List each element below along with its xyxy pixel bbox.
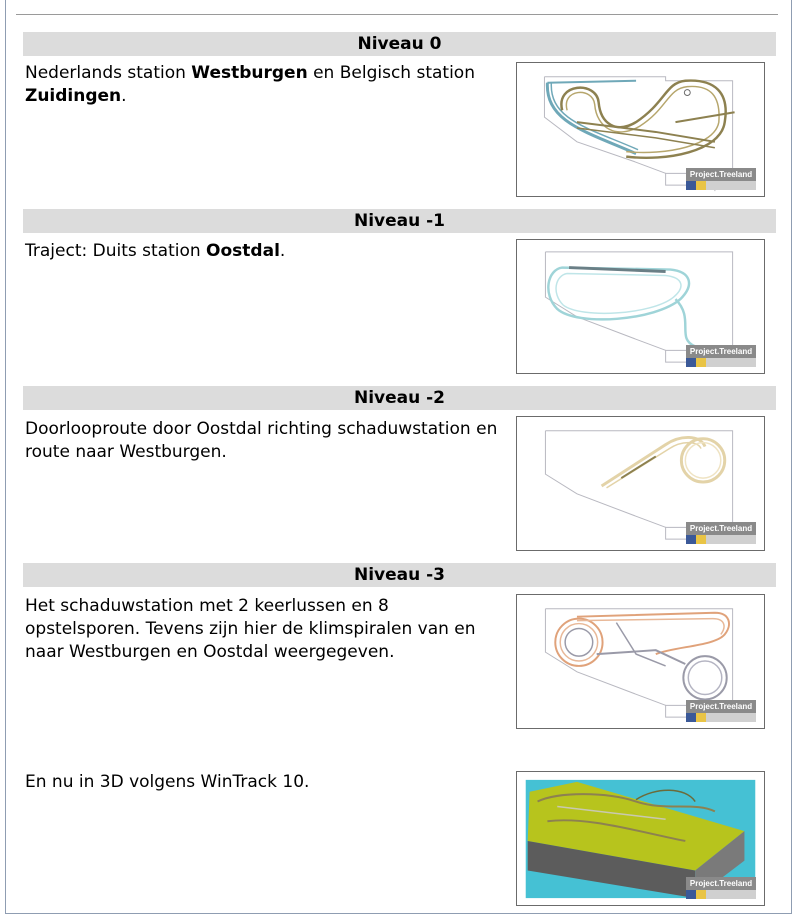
- layout-thumbnail-niveau-0[interactable]: [516, 62, 765, 197]
- project-treeland-badge: Project.Treeland: [686, 877, 756, 899]
- final-3d-text: En nu in 3D volgens WinTrack 10.: [25, 772, 310, 792]
- section-text-niveau-0: [25, 62, 505, 108]
- layout-thumbnail-niveau-min1[interactable]: [516, 239, 765, 374]
- project-treeland-badge: Project.Treeland: [686, 700, 756, 722]
- bold-name: Zuidingen: [25, 86, 122, 106]
- text-fragment: Het schaduwstation met 2 keerlussen en 8 opstelsporen. Tevens zijn hier de klimspiralen van en naar Westburgen en Oostdal weergegeven.: [25, 596, 476, 662]
- text-fragment: .: [121, 86, 127, 106]
- section-text-niveau-min3: [25, 595, 505, 664]
- top-divider: [16, 14, 778, 15]
- section-header-niveau-min3: Niveau -3: [23, 563, 776, 587]
- section-header-niveau-0: Niveau 0: [23, 32, 776, 56]
- layout-thumbnail-niveau-min2[interactable]: [516, 416, 765, 551]
- text-fragment: en Belgisch station: [307, 63, 475, 83]
- project-treeland-badge: Project.Treeland: [686, 522, 756, 544]
- text-fragment: Doorlooproute door Oostdal richting schaduwstation en route naar Westburgen.: [25, 419, 498, 462]
- layout-thumbnail-niveau-min3[interactable]: [516, 594, 765, 729]
- section-text-niveau-min1: [25, 240, 505, 263]
- layout-thumbnail-3d[interactable]: [516, 771, 765, 906]
- section-text-niveau-min2: [25, 418, 505, 464]
- project-treeland-badge: Project.Treeland: [686, 168, 756, 190]
- text-fragment: .: [279, 241, 286, 261]
- text-fragment: Traject: Duits station: [25, 241, 207, 261]
- bold-name: Westburgen: [191, 63, 308, 83]
- section-header-niveau-min2: Niveau -2: [23, 386, 776, 410]
- text-fragment: Nederlands station: [25, 63, 192, 83]
- section-header-niveau-min1: Niveau -1: [23, 209, 776, 233]
- project-treeland-badge: Project.Treeland: [686, 345, 756, 367]
- bold-name: Oostdal: [206, 241, 280, 261]
